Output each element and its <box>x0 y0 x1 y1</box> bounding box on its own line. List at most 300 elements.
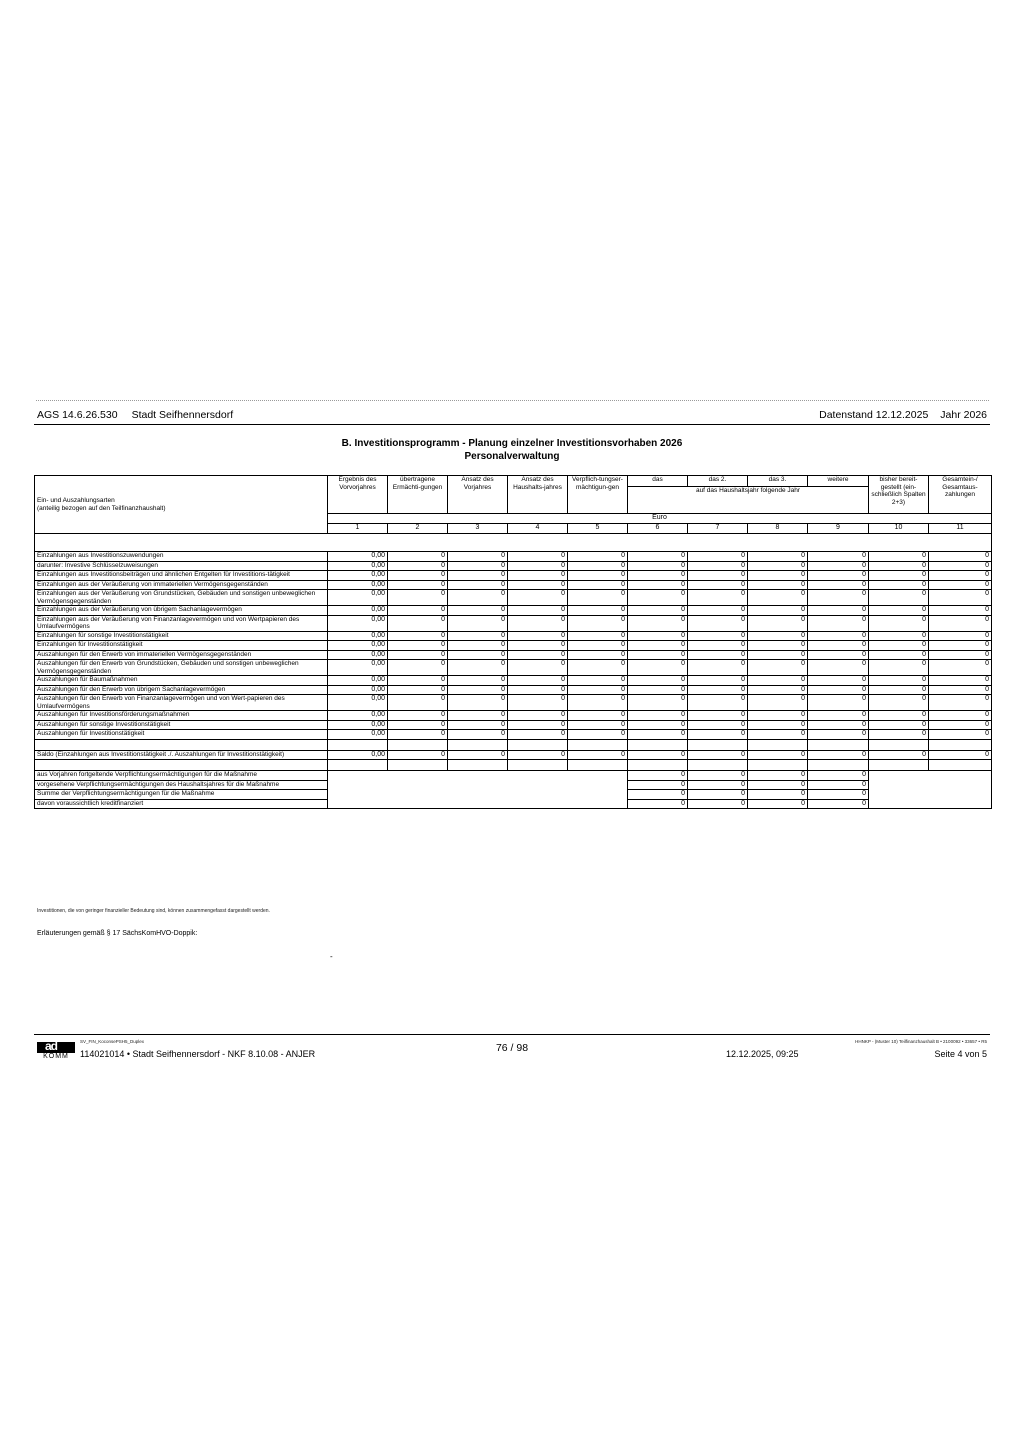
value-cell: 0 <box>808 711 869 721</box>
value-cell: 0 <box>869 590 929 606</box>
value-cell: 0 <box>748 799 808 809</box>
value-cell: 0 <box>508 561 568 571</box>
value-cell: 0 <box>568 641 628 651</box>
row-label: Auszahlungen für Baumaßnahmen <box>35 676 328 686</box>
gap-cell <box>628 739 688 750</box>
page-counter: 76 / 98 <box>495 1042 529 1054</box>
value-cell: 0,00 <box>328 650 388 660</box>
value-cell: 0 <box>748 631 808 641</box>
col-number: 9 <box>808 524 869 534</box>
value-cell: 0 <box>929 615 992 631</box>
value-cell: 0 <box>568 750 628 760</box>
value-cell: 0 <box>869 660 929 676</box>
table-row <box>35 730 992 740</box>
value-cell: 0 <box>508 676 568 686</box>
value-cell: 0 <box>808 780 869 790</box>
value-cell: 0 <box>508 750 568 760</box>
value-cell: 0 <box>808 771 869 781</box>
value-cell: 0 <box>808 641 869 651</box>
value-cell: 0 <box>448 641 508 651</box>
value-cell: 0 <box>448 750 508 760</box>
value-cell: 0 <box>929 695 992 711</box>
row-label: Summe der Verpflichtungsermächtigungen für die Maßnahme <box>35 790 328 800</box>
value-cell: 0 <box>628 720 688 730</box>
value-cell: 0 <box>628 771 688 781</box>
header-rule <box>34 424 990 425</box>
value-cell: 0 <box>448 606 508 616</box>
value-cell: 0 <box>808 750 869 760</box>
value-cell: 0 <box>929 571 992 581</box>
value-cell: 0 <box>508 641 568 651</box>
commitment-row <box>35 771 992 781</box>
value-cell: 0 <box>748 730 808 740</box>
value-cell: 0 <box>748 660 808 676</box>
value-cell: 0 <box>808 799 869 809</box>
value-cell: 0 <box>628 561 688 571</box>
col-head-8: das 3. <box>748 476 808 487</box>
value-cell: 0 <box>628 631 688 641</box>
value-cell: 0 <box>688 771 748 781</box>
print-date: 12.12.2025, 09:25 <box>726 1049 799 1059</box>
value-cell: 0 <box>388 580 448 590</box>
gap-cell <box>929 739 992 750</box>
value-cell: 0 <box>808 606 869 616</box>
col-number: 2 <box>388 524 448 534</box>
row-label: vorgesehene Verpflichtungsermächtigungen des Haushaltsjahres für die Maßnahme <box>35 780 328 790</box>
logo-text-bottom: KOMM <box>43 1053 69 1060</box>
value-cell: 0 <box>869 750 929 760</box>
value-cell: 0 <box>929 685 992 695</box>
col-head-6: das <box>628 476 688 487</box>
explanations-heading: Erläuterungen gemäß § 17 SächsKomHVO-Doppik: <box>37 930 198 937</box>
col-head-4: Ansatz des Haushalts-jahres <box>508 476 568 514</box>
value-cell: 0 <box>748 771 808 781</box>
value-cell: 0,00 <box>328 711 388 721</box>
value-cell: 0 <box>448 685 508 695</box>
col-head-11: Gesamtein-/ Gesamtaus-zahlungen <box>929 476 992 514</box>
value-cell: 0 <box>448 552 508 562</box>
col-head-2: übertragene Ermächti-gungen <box>388 476 448 514</box>
value-cell: 0,00 <box>328 606 388 616</box>
value-cell: 0 <box>748 552 808 562</box>
row-label: darunter: Investive Schlüsselzuweisungen <box>35 561 328 571</box>
value-cell: 0 <box>388 631 448 641</box>
gap-cell <box>35 739 328 750</box>
value-cell: 0 <box>748 780 808 790</box>
col-number: 1 <box>328 524 388 534</box>
value-cell: 0 <box>508 650 568 660</box>
value-cell: 0 <box>388 590 448 606</box>
gap-cell <box>628 760 688 771</box>
value-cell: 0 <box>869 695 929 711</box>
value-cell: 0 <box>448 590 508 606</box>
value-cell: 0 <box>869 571 929 581</box>
value-cell: 0 <box>869 650 929 660</box>
row-label: Einzahlungen für sonstige Investitionstätigkeit <box>35 631 328 641</box>
row-label: Einzahlungen aus der Veräußerung von Finanzanlagevermögen und von Wertpapieren des Umlaufvermögens <box>35 615 328 631</box>
row-label: aus Vorjahren fortgeltende Verpflichtungsermächtigungen für die Maßnahme <box>35 771 328 781</box>
value-cell: 0 <box>568 695 628 711</box>
value-cell: 0 <box>688 750 748 760</box>
value-cell: 0 <box>448 650 508 660</box>
value-cell: 0 <box>748 720 808 730</box>
value-cell: 0 <box>448 580 508 590</box>
value-cell: 0 <box>688 695 748 711</box>
value-cell: 0 <box>748 615 808 631</box>
value-cell: 0 <box>808 561 869 571</box>
value-cell: 0 <box>748 571 808 581</box>
row-label: Einzahlungen aus Investitionsbeiträgen und ähnlichen Entgelten für Investitions-tätigkeit <box>35 571 328 581</box>
value-cell: 0 <box>508 685 568 695</box>
value-cell: 0 <box>929 552 992 562</box>
footer-rule <box>34 1034 990 1035</box>
value-cell: 0 <box>869 615 929 631</box>
value-cell: 0 <box>688 580 748 590</box>
table-row <box>35 580 992 590</box>
value-cell: 0 <box>568 615 628 631</box>
value-cell: 0 <box>929 676 992 686</box>
value-cell: 0,00 <box>328 552 388 562</box>
municipality-name: Stadt Seifhennersdorf <box>131 409 234 421</box>
value-cell: 0 <box>508 615 568 631</box>
value-cell: 0 <box>748 676 808 686</box>
value-cell: 0,00 <box>328 580 388 590</box>
value-cell: 0 <box>808 730 869 740</box>
col-number: 11 <box>929 524 992 534</box>
row-label: Einzahlungen aus der Veräußerung von übrigem Sachanlagevermögen <box>35 606 328 616</box>
value-cell: 0,00 <box>328 561 388 571</box>
gap-cell <box>568 739 628 750</box>
value-cell: 0,00 <box>328 615 388 631</box>
row-label: Auszahlungen für Investitionsförderungsmaßnahmen <box>35 711 328 721</box>
value-cell: 0,00 <box>328 590 388 606</box>
value-cell: 0 <box>748 580 808 590</box>
value-cell: 0 <box>748 561 808 571</box>
table-row <box>35 631 992 641</box>
value-cell: 0 <box>448 660 508 676</box>
value-cell: 0 <box>628 685 688 695</box>
label-header-2: (anteilig bezogen auf den Teilfinanzhaushalt) <box>37 504 166 512</box>
title-line-1: B. Investitionsprogramm - Planung einzelner Investitionsvorhaben 2026 <box>341 438 683 449</box>
footer-form-id: HHNKP - (Muster 10) Teilfinanzhaushalt B • 2100092 • 33657 • R5 <box>855 1039 987 1044</box>
col-head-3: Ansatz des Vorjahres <box>448 476 508 514</box>
col-number: 5 <box>568 524 628 534</box>
table-row <box>35 720 992 730</box>
value-cell: 0 <box>568 730 628 740</box>
value-cell: 0 <box>508 695 568 711</box>
value-cell: 0 <box>628 799 688 809</box>
value-cell: 0 <box>568 660 628 676</box>
value-cell: 0 <box>808 676 869 686</box>
value-cell: 0 <box>808 790 869 800</box>
spacer-row <box>35 534 992 552</box>
value-cell: 0 <box>869 720 929 730</box>
value-cell: 0 <box>688 730 748 740</box>
gap-cell <box>328 760 388 771</box>
gap-cell <box>688 760 748 771</box>
footer-client: 114021014 • Stadt Seifhennersdorf - NKF 8.10.08 - ANJER <box>80 1049 316 1059</box>
following-years-span: auf das Haushaltsjahr folgende Jahr <box>628 487 869 514</box>
value-cell: 0 <box>628 650 688 660</box>
value-cell: 0 <box>929 720 992 730</box>
data-date: Datenstand 12.12.2025 <box>819 409 929 421</box>
value-cell: 0 <box>508 571 568 581</box>
value-cell: 0 <box>508 660 568 676</box>
value-cell: 0 <box>628 660 688 676</box>
unit-euro: Euro <box>328 514 992 524</box>
value-cell: 0 <box>448 571 508 581</box>
value-cell: 0 <box>808 552 869 562</box>
ags-code: AGS 14.6.26.530 <box>37 409 118 421</box>
title-line-2: Personalverwaltung <box>464 451 560 462</box>
value-cell: 0 <box>929 650 992 660</box>
value-cell: 0 <box>628 571 688 581</box>
value-cell: 0 <box>748 711 808 721</box>
value-cell: 0 <box>808 695 869 711</box>
value-cell: 0 <box>448 561 508 571</box>
table-row <box>35 641 992 651</box>
label-header-cell <box>35 476 328 534</box>
value-cell: 0,00 <box>328 720 388 730</box>
value-cell: 0 <box>688 780 748 790</box>
col-number: 7 <box>688 524 748 534</box>
label-header-1: Ein- und Auszahlungsarten <box>37 497 115 504</box>
explanation-dash: - <box>330 952 333 961</box>
value-cell: 0 <box>388 606 448 616</box>
value-cell: 0 <box>508 606 568 616</box>
value-cell: 0 <box>388 685 448 695</box>
value-cell: 0 <box>508 711 568 721</box>
section-page: Seite 4 von 5 <box>934 1049 987 1059</box>
value-cell: 0 <box>808 580 869 590</box>
col-number: 8 <box>748 524 808 534</box>
value-cell: 0 <box>628 606 688 616</box>
gap-row <box>35 760 992 771</box>
value-cell: 0 <box>448 676 508 686</box>
row-label: Auszahlungen für den Erwerb von immateriellen Vermögensgegenständen <box>35 650 328 660</box>
value-cell: 0 <box>869 552 929 562</box>
value-cell: 0 <box>388 615 448 631</box>
col-head-10: bisher bereit-gestellt (ein-schließlich Spalten 2+3) <box>869 476 929 514</box>
empty-block <box>328 771 628 809</box>
value-cell: 0 <box>568 580 628 590</box>
row-label: Auszahlungen für den Erwerb von übrigem Sachanlagevermögen <box>35 685 328 695</box>
col-number: 3 <box>448 524 508 534</box>
row-label: Auszahlungen für den Erwerb von Grundstücken, Gebäuden und sonstigen unbeweglichen Vermögensgegenständen <box>35 660 328 676</box>
value-cell: 0 <box>628 750 688 760</box>
col-number: 4 <box>508 524 568 534</box>
value-cell: 0 <box>688 641 748 651</box>
table-row <box>35 606 992 616</box>
gap-cell <box>328 739 388 750</box>
table-row <box>35 615 992 631</box>
value-cell: 0 <box>869 641 929 651</box>
value-cell: 0,00 <box>328 685 388 695</box>
gap-cell <box>508 739 568 750</box>
value-cell: 0 <box>929 580 992 590</box>
value-cell: 0,00 <box>328 641 388 651</box>
value-cell: 0 <box>929 730 992 740</box>
value-cell: 0,00 <box>328 571 388 581</box>
value-cell: 0 <box>628 580 688 590</box>
table-row <box>35 685 992 695</box>
col-number: 6 <box>628 524 688 534</box>
dotted-separator <box>36 400 989 401</box>
value-cell: 0 <box>688 571 748 581</box>
gap-cell <box>508 760 568 771</box>
spacer-cell <box>35 534 992 552</box>
value-cell: 0 <box>388 552 448 562</box>
table-row <box>35 660 992 676</box>
value-cell: 0 <box>929 641 992 651</box>
value-cell: 0 <box>568 561 628 571</box>
value-cell: 0 <box>508 580 568 590</box>
value-cell: 0 <box>568 571 628 581</box>
value-cell: 0 <box>929 711 992 721</box>
value-cell: 0 <box>568 720 628 730</box>
value-cell: 0 <box>808 720 869 730</box>
value-cell: 0 <box>688 590 748 606</box>
gap-cell <box>929 760 992 771</box>
value-cell: 0 <box>388 720 448 730</box>
value-cell: 0 <box>748 650 808 660</box>
value-cell: 0 <box>688 606 748 616</box>
gap-cell <box>869 739 929 750</box>
row-label: Einzahlungen aus der Veräußerung von immateriellen Vermögensgegenständen <box>35 580 328 590</box>
value-cell: 0 <box>628 641 688 651</box>
value-cell: 0 <box>688 631 748 641</box>
value-cell: 0 <box>568 552 628 562</box>
row-label: Auszahlungen für sonstige Investitionstätigkeit <box>35 720 328 730</box>
value-cell: 0,00 <box>328 730 388 740</box>
value-cell: 0 <box>508 552 568 562</box>
value-cell: 0 <box>808 590 869 606</box>
header-row-1 <box>35 476 992 487</box>
value-cell: 0 <box>508 720 568 730</box>
value-cell: 0 <box>448 711 508 721</box>
value-cell: 0 <box>748 790 808 800</box>
value-cell: 0 <box>869 580 929 590</box>
value-cell: 0 <box>688 799 748 809</box>
table-row <box>35 552 992 562</box>
value-cell: 0 <box>448 695 508 711</box>
value-cell: 0 <box>628 780 688 790</box>
value-cell: 0 <box>568 676 628 686</box>
value-cell: 0 <box>388 641 448 651</box>
table-row <box>35 650 992 660</box>
value-cell: 0,00 <box>328 660 388 676</box>
table-row <box>35 711 992 721</box>
table-row <box>35 571 992 581</box>
value-cell: 0 <box>568 650 628 660</box>
value-cell: 0 <box>808 650 869 660</box>
value-cell: 0 <box>508 590 568 606</box>
row-label: Einzahlungen für Investitionstätigkeit <box>35 641 328 651</box>
value-cell: 0 <box>688 790 748 800</box>
value-cell: 0 <box>929 660 992 676</box>
value-cell: 0 <box>929 561 992 571</box>
row-label: Einzahlungen aus der Veräußerung von Grundstücken, Gebäuden und sonstigen unbeweglichen Vermögensgegenständen <box>35 590 328 606</box>
row-label: Einzahlungen aus Investitionszuwendungen <box>35 552 328 562</box>
table-row <box>35 676 992 686</box>
value-cell: 0 <box>929 750 992 760</box>
value-cell: 0 <box>688 711 748 721</box>
col-head-9: weitere <box>808 476 869 487</box>
row-label: Auszahlungen für den Erwerb von Finanzanlagevermögen und von Wert-papieren des Umlaufvermögens <box>35 695 328 711</box>
value-cell: 0 <box>688 561 748 571</box>
gap-cell <box>808 760 869 771</box>
budget-year: Jahr 2026 <box>940 409 987 421</box>
value-cell: 0 <box>388 571 448 581</box>
value-cell: 0 <box>448 730 508 740</box>
table-row <box>35 695 992 711</box>
logo-text-top: ad <box>45 1039 58 1053</box>
row-label: Saldo (Einzahlungen aus Investitionstätigkeit ./. Auszahlungen für Investitionstätigkeit) <box>35 750 328 760</box>
gap-row <box>35 739 992 750</box>
value-cell: 0 <box>568 631 628 641</box>
col-number: 10 <box>869 524 929 534</box>
value-cell: 0 <box>808 615 869 631</box>
gap-cell <box>35 760 328 771</box>
value-cell: 0 <box>808 571 869 581</box>
value-cell: 0 <box>929 631 992 641</box>
value-cell: 0 <box>688 685 748 695</box>
col-head-5: Verpflich-tungser-mächtigun-gen <box>568 476 628 514</box>
table-row <box>35 561 992 571</box>
saldo-row <box>35 750 992 760</box>
value-cell: 0 <box>869 606 929 616</box>
value-cell: 0 <box>808 660 869 676</box>
value-cell: 0 <box>388 750 448 760</box>
value-cell: 0 <box>508 730 568 740</box>
value-cell: 0 <box>388 695 448 711</box>
value-cell: 0 <box>448 615 508 631</box>
value-cell: 0 <box>448 631 508 641</box>
value-cell: 0 <box>808 685 869 695</box>
row-label: Auszahlungen für Investitionstätigkeit <box>35 730 328 740</box>
value-cell: 0 <box>628 552 688 562</box>
gap-cell <box>388 760 448 771</box>
value-cell: 0 <box>688 676 748 686</box>
col-head-1: Ergebnis des Vorvorjahres <box>328 476 388 514</box>
gap-cell <box>388 739 448 750</box>
value-cell: 0 <box>688 660 748 676</box>
value-cell: 0 <box>929 590 992 606</box>
value-cell: 0 <box>388 561 448 571</box>
gap-cell <box>869 760 929 771</box>
value-cell: 0 <box>628 590 688 606</box>
value-cell: 0 <box>628 730 688 740</box>
value-cell: 0,00 <box>328 631 388 641</box>
gap-cell <box>688 739 748 750</box>
document-title <box>0 437 1024 463</box>
col-head-7: das 2. <box>688 476 748 487</box>
value-cell: 0 <box>568 590 628 606</box>
footer-report-id: SV_FIN_KoconsePSH5_Duplex <box>80 1039 145 1044</box>
value-cell: 0 <box>628 711 688 721</box>
value-cell: 0 <box>869 711 929 721</box>
value-cell: 0 <box>869 730 929 740</box>
value-cell: 0 <box>388 730 448 740</box>
value-cell: 0 <box>568 711 628 721</box>
value-cell: 0 <box>568 685 628 695</box>
investment-table <box>34 475 992 809</box>
value-cell: 0 <box>388 660 448 676</box>
value-cell: 0 <box>748 641 808 651</box>
value-cell: 0 <box>869 676 929 686</box>
table-row <box>35 590 992 606</box>
value-cell: 0 <box>688 552 748 562</box>
